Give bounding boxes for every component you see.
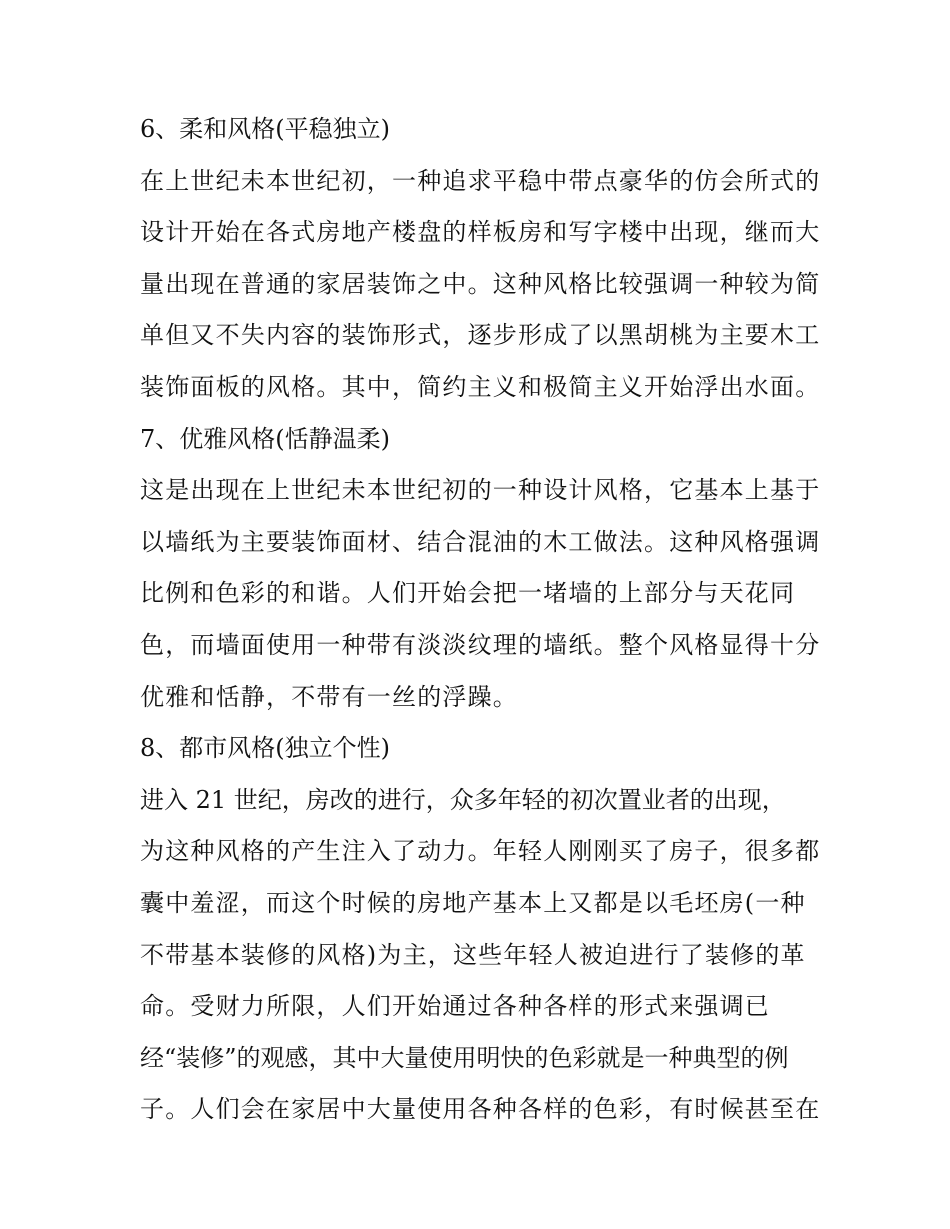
paragraph-line: 单但又不失内容的装饰形式，逐步形成了以黑胡桃为主要木工: [140, 321, 821, 350]
paragraph-line: 为这种风格的产生注入了动力。年轻人刚刚买了房子，很多都: [140, 837, 821, 866]
document-body: [140, 104, 820, 1136]
paragraph-line: 不带基本装修的风格)为主，这些年轻人被迫进行了装修的革: [140, 940, 806, 969]
paragraph-line: 这是出现在上世纪未本世纪初的一种设计风格，它基本上基于: [140, 476, 821, 505]
paragraph-line: 进入 21 世纪，房改的进行，众多年轻的初次置业者的出现，: [140, 785, 786, 814]
paragraph-line: 优雅和恬静，不带有一丝的浮躁。: [140, 682, 518, 711]
paragraph-line: 装饰面板的风格。其中，简约主义和极简主义开始浮出水面。: [140, 372, 821, 401]
paragraph-line: 经“装修”的观感，其中大量使用明快的色彩就是一种典型的例: [140, 1043, 789, 1072]
paragraph-line: 在上世纪未本世纪初，一种追求平稳中带点豪华的仿会所式的: [140, 166, 821, 195]
paragraph-line: 色，而墙面使用一种带有淡淡纹理的墙纸。整个风格显得十分: [140, 630, 821, 659]
paragraph-line: 比例和色彩的和谐。人们开始会把一堵墙的上部分与天花同: [140, 579, 796, 608]
paragraph-line: 囊中羞涩，而这个时候的房地产基本上又都是以毛坯房(一种: [140, 888, 806, 917]
paragraph-line: 量出现在普通的家居装饰之中。这种风格比较强调一种较为简: [140, 269, 821, 298]
paragraph-line: 命。受财力所限，人们开始通过各种各样的形式来强调已: [140, 992, 770, 1021]
paragraph-line: 以墙纸为主要装饰面材、结合混油的木工做法。这种风格强调: [140, 527, 821, 556]
paragraph-line: 子。人们会在家居中大量使用各种各样的色彩，有时候甚至在: [140, 1095, 821, 1124]
section-heading-7: 7、优雅风格(恬静温柔): [140, 424, 390, 453]
section-heading-8: 8、都市风格(独立个性): [140, 734, 390, 763]
section-heading-6: 6、柔和风格(平稳独立): [140, 115, 390, 143]
paragraph-line: 设计开始在各式房地产楼盘的样板房和写字楼中出现，继而大: [140, 218, 821, 247]
